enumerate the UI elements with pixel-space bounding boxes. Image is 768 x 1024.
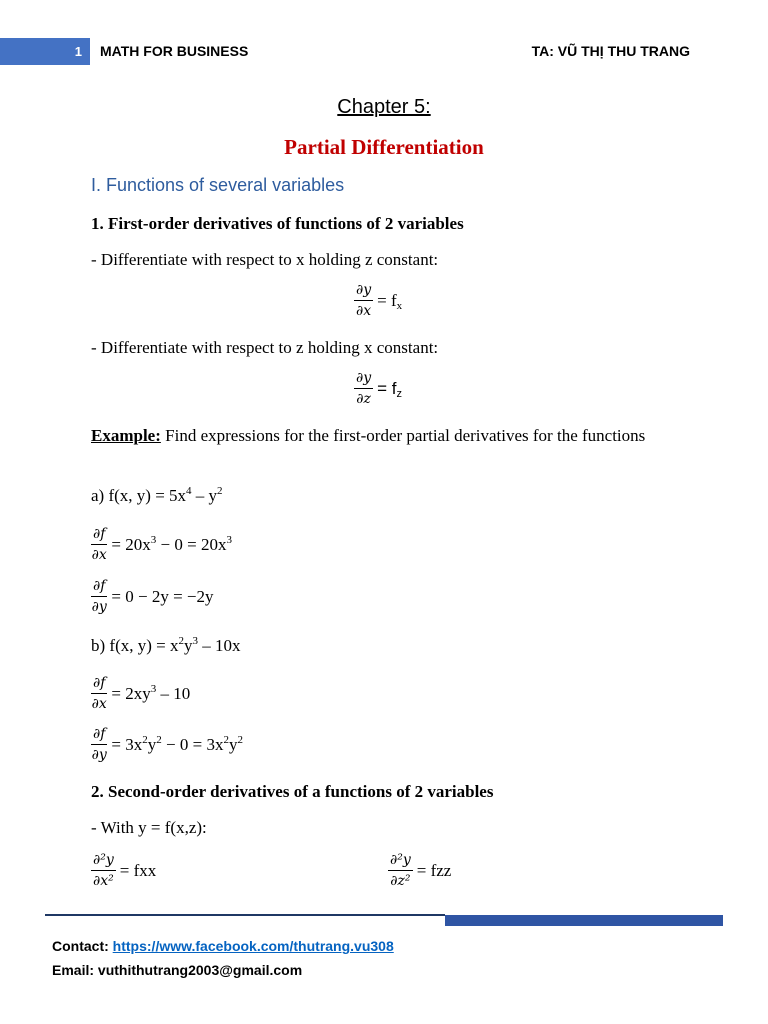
page-subtitle: Partial Differentiation [284,135,484,159]
fraction: $\frac{\text{∂²y}}{\text{∂x²}}$ [93,852,114,889]
fraction: $\frac{\partial y}{\partial x}$ [356,282,372,319]
subsection-second-order: 2. Second-order derivatives of a functions of 2 variables [91,782,494,801]
equation-b2: $\frac{\partial f}{\partial y}$ = $3x^2y^2 - 0 = 3x^2y^2$ [91,726,243,763]
example-label: Example: [91,426,161,445]
part-b-function: b) f(x, $y) = x^2y^3 - 10x$ [91,635,241,655]
fraction: $\frac{\partial f}{\partial y}$ [91,726,107,763]
equation-b1: $\frac{\partial f}{\partial x}$ = $2xy^3 - 10$ [91,675,191,712]
equation-fx: $\frac{\partial y}{\partial x}$ = $f_x$ [356,282,403,319]
footer-divider [445,915,723,926]
part-a-function: a) f(x, $y) = 5x^4 - y^2$ [91,485,223,505]
fraction: $\frac{\partial f}{\partial x}$ [91,526,107,563]
equation-a1: $\frac{\partial f}{\partial x}$ = $20x^3 - 0 = 20x^3$ [91,526,232,563]
header-ta: TA: VŨ THỊ THU TRANG [531,43,690,59]
section-heading: I. Functions of several variables [91,175,345,195]
equation-fzz: $\frac{\text{∂²y}}{\text{∂z²}}$ = fzz [390,852,452,889]
footer-contact: Contact: https://www.facebook.com/thutrang.vu308 [52,938,394,954]
text-line-z: - Differentiate with respect to z holding x constant: [91,338,439,357]
chapter-title: Chapter 5: [337,96,431,118]
fraction: $\frac{\partial f}{\partial y}$ [91,578,107,615]
footer-divider-thin [45,914,445,916]
example-paragraph: Example: Find expressions for the first-order partial derivatives for the functions [91,426,646,445]
page-number: 1 [0,38,90,65]
subsection-first-order: 1. First-order derivatives of functions of 2 variables [91,214,464,233]
fraction: $\frac{\text{∂²y}}{\text{∂z²}}$ [390,852,411,889]
equation-fz: $\frac{\partial y}{\partial z}$ = $f_z$ [356,370,403,407]
facebook-link[interactable]: https://www.facebook.com/thutrang.vu308 [112,938,394,954]
equation-a2: $\frac{\partial f}{\partial y}$ = 0 − 2y = −2y [91,578,214,615]
fraction: $\frac{\partial y}{\partial z}$ [356,370,372,407]
header-course: MATH FOR BUSINESS [100,43,249,59]
text-line-x: - Differentiate with respect to x holding z constant: [91,250,439,269]
text-with-line: - With y = f(x,z): [91,818,207,837]
equation-fxx: $\frac{\text{∂²y}}{\text{∂x²}}$ = fxx [93,852,157,889]
footer-email: Email: vuthithutrang2003@gmail.com [52,962,303,978]
fraction: $\frac{\partial f}{\partial x}$ [91,675,107,712]
